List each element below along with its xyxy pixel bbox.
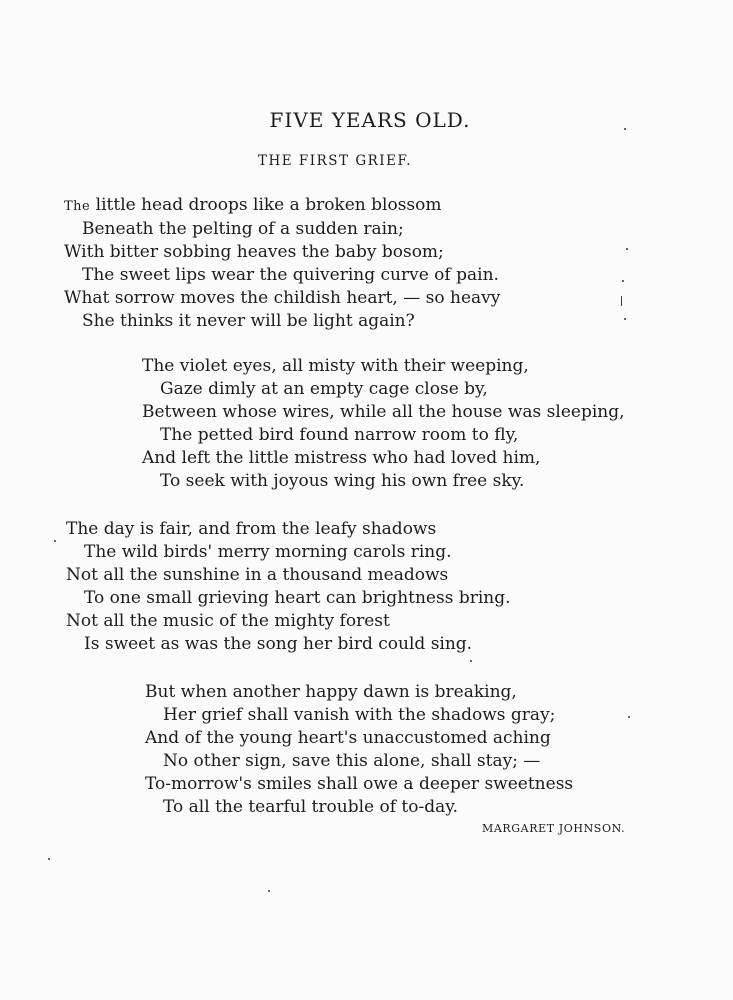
poem-line: Not all the music of the mighty forest <box>66 611 390 631</box>
paper-speck <box>624 128 626 130</box>
paper-speck <box>470 660 472 662</box>
poem-line: Beneath the pelting of a sudden rain; <box>82 219 404 239</box>
author-signature: MARGARET JOHNSON. <box>482 822 626 835</box>
paper-speck <box>48 858 50 860</box>
poem-line: The day is fair, and from the leafy shadows <box>66 519 437 539</box>
poem-line: The wild birds' merry morning carols ring. <box>84 542 452 562</box>
small-caps-opening-word: The <box>64 199 91 214</box>
poem-line: She thinks it never will be light again? <box>82 311 415 331</box>
poem-line: Gaze dimly at an empty cage close by, <box>160 379 488 399</box>
poem-line: The little head droops like a broken blossom <box>64 195 442 215</box>
poem-subtitle: THE FIRST GRIEF. <box>258 153 413 169</box>
poem-line: The violet eyes, all misty with their weeping, <box>142 356 529 376</box>
paper-speck <box>624 318 626 320</box>
paper-speck <box>622 280 624 282</box>
poem-line: No other sign, save this alone, shall stay; — <box>163 751 541 771</box>
stanza-1 <box>64 194 500 333</box>
poem-line: And of the young heart's unaccustomed aching <box>145 728 551 748</box>
poem-line: Not all the sunshine in a thousand meadows <box>66 565 449 585</box>
poem-title: FIVE YEARS OLD. <box>269 108 471 132</box>
poem-line: The petted bird found narrow room to fly, <box>160 425 519 445</box>
poem-line: The sweet lips wear the quivering curve of pain. <box>82 265 499 285</box>
paper-speck <box>626 248 628 250</box>
poem-line: With bitter sobbing heaves the baby bosom; <box>64 242 444 262</box>
stanza-2 <box>142 355 625 493</box>
stanza-3 <box>66 518 511 656</box>
poem-line: To-morrow's smiles shall owe a deeper sweetness <box>145 774 574 794</box>
poem-line: To all the tearful trouble of to-day. <box>163 797 458 817</box>
poem-line: Her grief shall vanish with the shadows gray; <box>163 705 556 725</box>
paper-speck <box>268 890 270 892</box>
poem-line: Is sweet as was the song her bird could sing. <box>84 634 473 654</box>
poem-line: Between whose wires, while all the house was sleeping, <box>142 402 625 422</box>
paper-speck <box>54 540 56 542</box>
stanza-4 <box>145 681 573 819</box>
paper-speck <box>628 716 630 718</box>
poem-line: But when another happy dawn is breaking, <box>145 682 517 702</box>
poem-line: To seek with joyous wing his own free sky. <box>160 471 525 491</box>
poem-line: And left the little mistress who had loved him, <box>142 448 541 468</box>
paper-speck <box>621 296 622 306</box>
poem-line: What sorrow moves the childish heart, — so heavy <box>64 288 501 308</box>
poem-line: To one small grieving heart can brightness bring. <box>84 588 511 608</box>
